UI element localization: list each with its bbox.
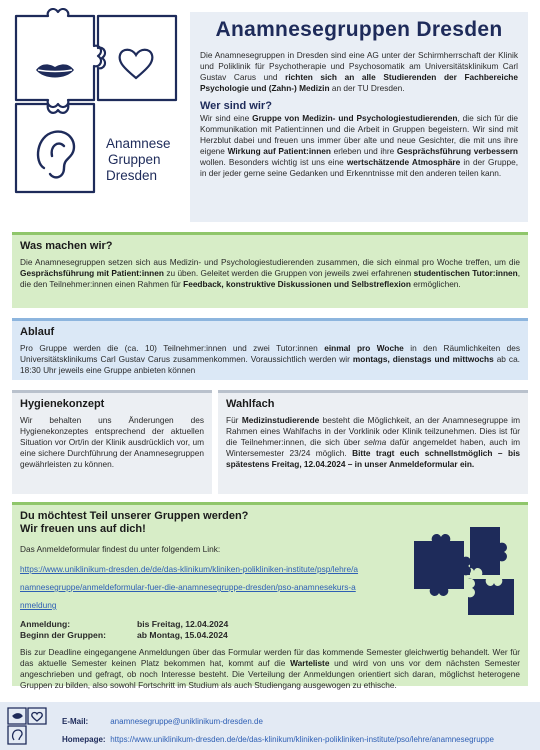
- signup-section: [12, 502, 528, 690]
- lips-icon: [36, 64, 74, 77]
- homepage-link[interactable]: https://www.uniklinikum-dresden.de/de/das-klinikum/kliniken-polikliniken-institute/pso/lehre/anamnesegruppe: [110, 735, 494, 744]
- logo-text-dresden: Dresden: [106, 168, 158, 183]
- homepage-label: Homepage:: [62, 735, 106, 744]
- signup-note: Bis zur Deadline eingegangene Anmeldungen über das Formular werden für das kommende Semester gleichwertig behandelt. Wer für das aktuelle Semester keinen Platz bekommen hat, kommt auf die Warteliste und wird von uns vor dem nächsten Semester angeschrieben und gefragt, ob noch Interesse besteht. Die Verteilung der Anmeldungen orientiert sich daran, möglichst heterogene Gruppen zu bilden, also sowohl Fortschritt im Studium als auch Studiengang ausgewogen zu ethische.: [20, 647, 520, 690]
- intro-text: Die Anamnesegruppen in Dresden sind eine AG unter der Schirmherrschaft der Klinik und Poliklinik für Psychotherapie und Psychosomatik am Universitätsklinikum Carl Gustav Carus und richten sich an alle Studierenden der Fachbereiche Psychologie und (Zahn-) Medizin an der TU Dresden.: [200, 50, 518, 93]
- signup-title: Du möchtest Teil unserer Gruppen werden? Wir freuen uns auf dich!: [20, 510, 249, 535]
- ablauf-section: [12, 318, 528, 380]
- wahlfach-text: Für Medizinstudierende besteht die Möglichkeit, an der Anamnesegruppe im Rahmen eines Wahlfachs in der Vorklinik oder Klinik teilzunehmen. Dies ist für die Teilnehmer:innen, die sich über selma dafür angemeldet haben, auch im Wintersemester 23/24 möglich. Bitte tragt euch schnellstmöglich – bis spätestens Freitag, 12.04.2024 – in unser Anmeldeformular ein.: [226, 415, 520, 469]
- footer-logo-icon: [6, 706, 50, 746]
- logo-text-anamnese: Anamnese: [106, 136, 171, 151]
- page-title: Anamnesegruppen Dresden: [215, 18, 503, 41]
- registration-label: Anmeldung:: [20, 619, 71, 629]
- email-label: E-Mail:: [62, 717, 89, 726]
- what-section: [12, 232, 528, 308]
- registration-date: bis Freitag, 12.04.2024: [137, 619, 229, 629]
- logo-text-gruppen: Gruppen: [108, 152, 161, 167]
- start-date: ab Montag, 15.04.2024: [137, 630, 228, 640]
- ablauf-text: Pro Gruppe werden die (ca. 10) Teilnehmer:innen und zwei Tutor:innen einmal pro Woche in den Räumlichkeiten des Universitätsklinikums Carl Gustav Carus zusammenkommen. Voraussichtlich werden wir montags, dienstags und mittwochs ab ca. 18:30 Uhr jeweils eine Gruppe anbieten können: [20, 343, 521, 375]
- hygiene-text: Wir behalten uns Änderungen des Hygienekonzeptes entsprechend der aktuellen Situation vor Ort/in der Klinik ausdrücklich vor, um eine sichere Durchführung der Anamnesegruppen gewährleisten zu können.: [20, 415, 204, 469]
- start-label: Beginn der Gruppen:: [20, 630, 106, 640]
- hygiene-section: [12, 390, 212, 494]
- hygiene-title: Hygienekonzept: [20, 398, 105, 410]
- who-title: Wer sind wir?: [200, 100, 272, 112]
- intro-section: [190, 12, 528, 222]
- signup-form-link[interactable]: https://www.uniklinikum-dresden.de/de/das-klinikum/kliniken-polikliniken-institute/psp/lehre/anamnesegruppe/anmeldeformular-fuer-die-anamnesegruppe-dresden/pso-anamnesekurs-anmeldung: [20, 564, 359, 610]
- footer: [0, 702, 540, 750]
- wahlfach-section: [218, 390, 528, 494]
- who-text: Wir sind eine Gruppe von Medizin- und Psychologiestudierenden, die sich für die Kommunikation mit Patient:innen und die Arbeit in Gruppen begeistern. Wir sind mit Herzblut dabei und freuen uns immer über alte und neue Gesichter, die mit uns ihre eigene Wirkung auf Patient:innen erleben und ihre Gesprächsführung verbessern wollen. Besonders wichtig ist uns eine wertschätzende Atmosphäre in der Gruppe, in der jeder gerne seine Gedanken und Erkenntnisse mit den anderen teilen kann.: [200, 113, 519, 178]
- signup-dates: [20, 619, 520, 641]
- wahlfach-title: Wahlfach: [226, 398, 275, 410]
- puzzle-pieces-icon: [408, 523, 518, 619]
- ear-icon: [38, 132, 74, 178]
- heart-icon: [120, 50, 153, 78]
- anamnese-logo: [8, 8, 184, 200]
- ablauf-title: Ablauf: [20, 326, 55, 338]
- what-text: Die Anamnesegruppen setzen sich aus Medizin- und Psychologiestudierenden zusammen, die sich einmal pro Woche treffen, um die Gesprächsführung mit Patient:innen zu üben. Geleitet werden die Gruppen von jeweils zwei erfahrenen studentischen Tutor:innen, die den Teilnehmer:innen einen Rahmen für Feedback, konstruktive Diskussionen und Selbstreflexion ermöglichen.: [20, 257, 521, 289]
- email-link[interactable]: anamnesegruppe@uniklinikum-dresden.de: [110, 717, 263, 726]
- form-info-text: Das Anmeldeformular findest du unter folgendem Link:: [20, 544, 221, 554]
- what-title: Was machen wir?: [20, 240, 113, 252]
